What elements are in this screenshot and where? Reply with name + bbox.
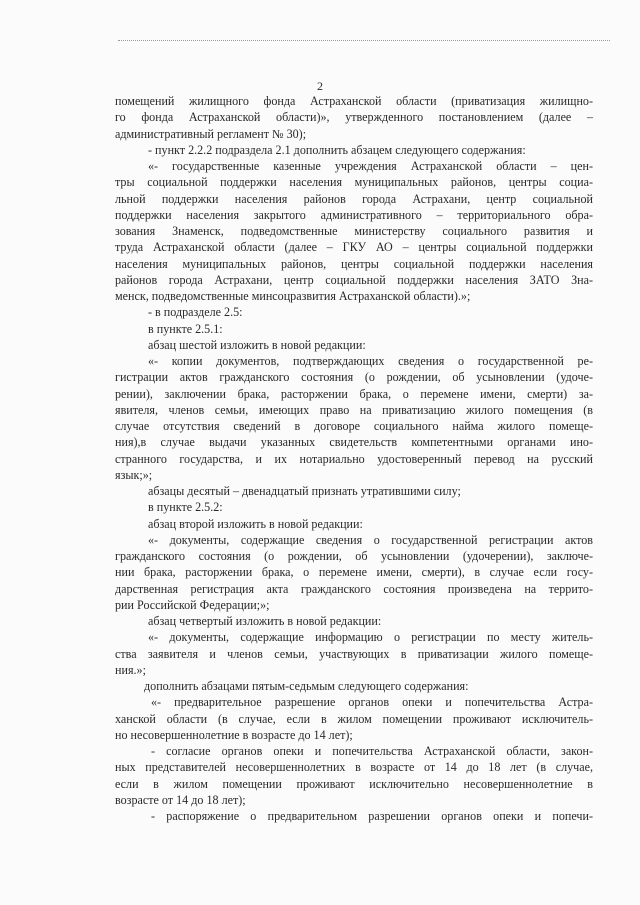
text-line: - в подразделе 2.5: (148, 305, 243, 320)
text-line: го фонда Астраханской области)», утвержденного постановлением (далее – (115, 110, 593, 125)
page-number: 2 (317, 79, 323, 93)
text-line: случае отсутствия сведений в договоре социального найма жилого помеще- (115, 419, 593, 433)
text-line: - пункт 2.2.2 подраздела 2.1 дополнить абзацем следующего содержания: (148, 142, 526, 157)
text-line: ства заявителя и членов семьи, участвующих в приватизации жилого помеще- (115, 646, 593, 661)
text-line: зования Знаменск, подведомственные министерству социального развития и (115, 224, 593, 238)
text-line: гражданского состояния (о рождении, об усыновлении (удочерении), заключе- (115, 549, 593, 563)
text-line: абзац шестой изложить в новой редакции: (148, 337, 366, 352)
text-line: «- копии документов, подтверждающих сведения о государственной ре- (148, 354, 593, 368)
text-line: абзацы десятый – двенадцатый признать утратившими силу; (148, 484, 461, 498)
text-line: тры социальной поддержки населения муниципальных районов, центры социа- (115, 175, 593, 190)
text-line: ния.»; (115, 662, 146, 677)
text-line: труда Астраханской области (далее – ГКУ АО – центры социальной поддержки (115, 240, 593, 255)
text-line: «- государственные казенные учреждения Астраханской области – цен- (148, 159, 593, 173)
top-dotted-rule (118, 40, 610, 41)
text-line: явителя, членов семьи, имеющих право на приватизацию жилого помещения (в (115, 402, 593, 417)
text-line: возрасте от 14 до 18 лет); (115, 792, 246, 807)
text-line: ния),в случае выдачи указанных свидетельств компетентными органами ино- (115, 435, 593, 450)
text-line: ханской области (в случае, если в жилом помещении проживают исключитель- (115, 711, 593, 726)
text-line: ных представителей несовершеннолетних в возрасте от 14 до 18 лет (в случае, (115, 760, 593, 775)
text-line: дополнить абзацами пятым-седьмым следующего содержания: (144, 679, 469, 693)
text-line: если в жилом помещении проживают исключительно несовершеннолетние в (115, 776, 593, 791)
text-line: но несовершеннолетние в возрасте до 14 лет); (115, 727, 353, 742)
text-line: помещений жилищного фонда Астраханской области (приватизация жилищно- (115, 94, 593, 108)
text-line: язык;»; (115, 467, 153, 482)
document-body (115, 93, 593, 824)
text-line: районов города Астрахани, центр социальной поддержки населения ЗАТО Зна- (115, 272, 593, 287)
text-line: абзац четвертый изложить в новой редакции: (148, 614, 382, 628)
text-line: странного государства, и их нотариально удостоверенный перевод на русский (115, 451, 593, 466)
text-line: менск, подведомственные минсоцразвития Астраханской области).»; (115, 289, 471, 303)
text-line: дарственная регистрация акта гражданского состояния произведена на террито- (115, 581, 593, 596)
text-line: рии Российской Федерации;»; (115, 597, 270, 612)
text-line: льной поддержки населения районов города Астрахани, центр социальной (115, 191, 593, 206)
text-line: населения муниципальных районов, центры социальной поддержки населения (115, 256, 593, 271)
text-line: нии брака, расторжении брака, о перемене имени, смерти), в случае если госу- (115, 565, 593, 580)
text-line: «- документы, содержащие информацию о регистрации по месту житель- (148, 630, 593, 645)
text-line: рении), заключении брака, расторжении брака, о перемене имени, смерти) за- (115, 386, 593, 401)
text-line: «- документы, содержащие сведения о государственной регистрации актов (148, 532, 593, 547)
text-line: поддержки населения закрытого административного – территориального обра- (115, 207, 593, 222)
text-line: «- предварительное разрешение органов опеки и попечительства Астра- (151, 695, 593, 710)
text-line: в пункте 2.5.2: (148, 500, 223, 515)
text-line: - распоряжение о предварительном разрешении органов опеки и попечи- (151, 809, 593, 823)
text-line: гистрации актов гражданского состояния (о рождении, об усыновлении (удоче- (115, 370, 593, 385)
text-line: - согласие органов опеки и попечительства Астраханской области, закон- (151, 744, 593, 758)
text-line: административный регламент № 30); (115, 126, 307, 141)
text-line: абзац второй изложить в новой редакции: (148, 516, 363, 531)
text-line: в пункте 2.5.1: (148, 321, 223, 336)
